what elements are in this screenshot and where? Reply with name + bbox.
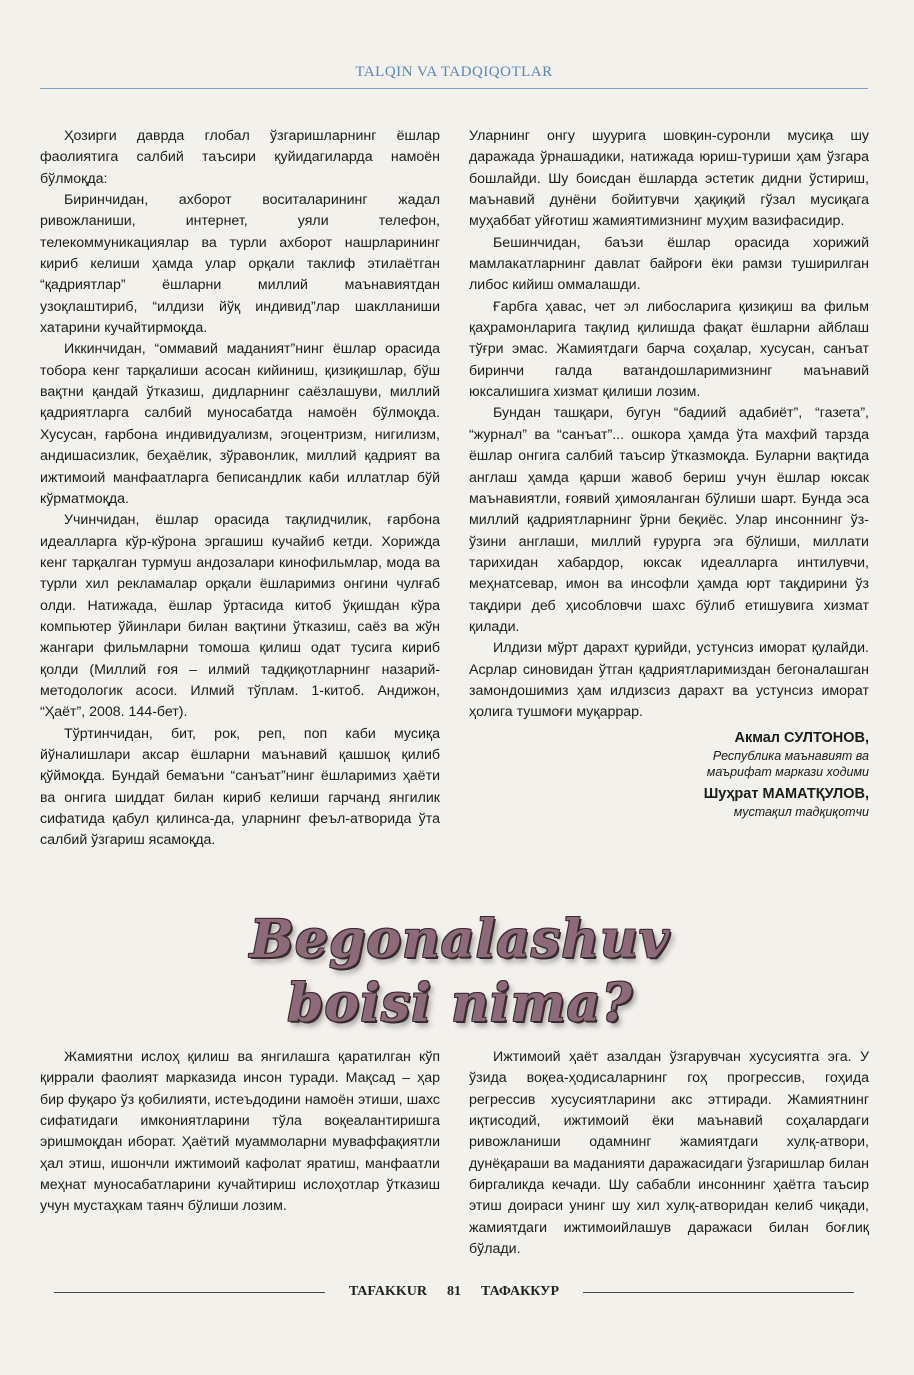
paragraph: Тўртинчидан, бит, рок, реп, поп каби мусиқа йўналишлари аксар ёшларни маънавий қашшоқ қилиб қўймоқда. Бундай бемаъни “санъат”нинг ёшларимиз ҳаёти ва онгига шиддат билан кириб келиши гарчанд янгилик сифатида қабул қилинса-да, уларнинг феъл-атворида ўта салбий ўзгариш ясамоқда.: [40, 725, 440, 849]
page-number: 81: [447, 1284, 462, 1299]
paragraph: Ижтимоий ҳаёт азалдан ўзгарувчан хусусиятга эга. У ўзида воқеа-ҳодисаларнинг гоҳ прогрессив, гоҳида регрессив хусусиятларини акс эттиради. Жамиятнинг иқтисодий, ижтимоий ёки маънавий соҳалардаги ривожланиши одамнинг жамиятдаги хулқ-атвори, дунёқараши ва маданияти даражасидаги ўзгаришлар билан биргаликда кечади. Шу сабабли инсоннинг ҳаётга таъсир этиш доираси унинг шу хил хулқ-атворидан келиб чиқади, жамиятдаги ижтимоийлашув даражаси билан боғлиқ бўлади.: [469, 1049, 869, 1258]
paragraph: Илдизи мўрт дарахт қурийди, устунсиз иморат қулайди. Асрлар синовидан ўтган қадриятларимиздан бегоналашган замондошимиз ҳам илдизсиз дарахт ва устунсиз иморат ҳолига тушмоғи муқаррар.: [469, 640, 869, 721]
author-signature: [469, 728, 869, 820]
footer-rule-left: [54, 1292, 325, 1293]
paragraph: Биринчидан, ахборот воситаларининг жадал ривожланиши, интернет, уяли телефон, телекоммуникациялар ва турли ахборот нашрларининг кириб келиши ҳамда улар орқали таклиф этилаётган “қадриятлар” ёшларни миллий маънавиятдан узоқлаштириб, “илдизи йўқ индивид”лар шаклланиши хатарини кучайтирмоқда.: [40, 192, 440, 337]
footer-magazine-latin: TAFAKKUR: [348, 1284, 428, 1299]
footer-magazine-cyrillic: ТАФАККУР: [481, 1284, 560, 1299]
paragraph: Ғарбга ҳавас, чет эл либосларига қизиқиш ва фильм қаҳрамонларига тақлид қилишда фақат ёшларни айблаш тўғри эмас. Жамиятдаги барча соҳалар, хусусан, санъат биринчи галда ватандошларимизнинг маънавий юксалишига хизмат қилиши лозим.: [469, 298, 869, 401]
article2-title: [180, 908, 740, 1036]
paragraph: Уларнинг онгу шуурига шовқин-суронли мусиқа шу даражада ўрнашадики, натижада юриш-туриши ҳам ўзгара бошлайди. Шу боисдан ёшларда эстетик дидни ўстириш, маънавий дунёни бойитувчи ҳақиқий гўзал мусиқага муҳаббат уйғотиш жамиятимизнинг муҳим вазифасидир.: [469, 128, 869, 230]
page-footer: [40, 1282, 868, 1302]
author-name: Шуҳрат МАМАТҚУЛОВ,: [703, 785, 869, 802]
article1-right-column: [469, 126, 869, 820]
header-rule: [40, 88, 868, 89]
paragraph: Иккинчидан, “оммавий маданият”нинг ёшлар орасида тобора кенг тарқалиши асосан кийиниш, қизиқишлар, бўш вақтни қандай ўтказиш, дидларнинг саёзлашуви, миллий қадриятларга салбий муносабатда намоён бўлмоқда. Хусусан, ғарбона индивидуализм, эгоцентризм, нигилизм, андишасизлик, беҳаёлик, зўравонлик, миллий қадрият ва ижтимоий манфаатларга беписандлик каби иллатлар бўй кўрматмоқда.: [40, 341, 440, 507]
paragraph: Бундан ташқари, бугун “бадиий адабиёт”, “газета”, “журнал” ва “санъат”... ошкора ҳамда ўта махфий тарзда ёшлар онгига салбий таъсир ўтказмоқда. Буларни вақтида англаш ҳамда қарши жавоб бериш учун ёшлар юксак маънавиятли, ғоявий ҳимояланган бўлиши шарт. Бунда эса миллий қадриятларнинг ўрни беқиёс. Улар инсоннинг ўз-ўзини англаши, миллий ғурурга эга бўлиши, миллати тарихидан хабардор, юксак идеалларга интилувчи, меҳнатсевар, имон ва инсофли ҳамда юрт тақдирини ўз тақдири деб ҳисобловчи шахс бўлиб етишувига хизмат қилади.: [469, 405, 869, 635]
author-role: мустақил тадқиқотчи: [733, 804, 869, 819]
paragraph: Жамиятни ислоҳ қилиш ва янгилашга қаратилган кўп қиррали фаолият марказида инсон туради. Мақсад – ҳар бир фуқаро ўз қобилияти, истеъдодини намоён этиши, шахс сифатидаги имкониятларини тўла воқеалантиришга эришмоқдан иборат. Ҳаётий муаммоларни муваффақиятли ҳал этиш, ишончли ижтимоий кафолат яратиш, манфаатли меҳнат муносабатларини кучайтириш ислоҳотлар ўтказиш учун мустаҳкам таянч бўлиши лозим.: [40, 1049, 440, 1215]
footer-rule-right: [583, 1292, 854, 1293]
paragraph: Ҳозирги даврда глобал ўзгаришларнинг ёшлар фаолиятига салбий таъсири қуйидагиларда намоён бўлмоқда:: [40, 128, 440, 187]
paragraph: Учинчидан, ёшлар орасида тақлидчилик, ғарбона идеалларга кўр-кўрона эргашиш кучайиб кетди. Хорижда кенг тарқалган турмуш андозалари кинофильмлар, мода ва турли хил рекламалар орқали ёшларимиз онгини чулғаб олди. Натижада, ёшлар ўртасида китоб ўқишдан кўра компьютер ўйинлари билан вақтини ўтказиш, саёз ва жўн жангари фильмларни томоша қилиш одат тусига кириб қолди (Миллий ғоя – илмий тадқиқотларнинг назарий-методологик асоси. Илмий тўплам. 1-китоб. Андижон, “Ҳаёт”, 2008. 144-бет).: [40, 512, 440, 721]
title-line: Begonalashuv: [249, 909, 671, 970]
title-line: boisi nima?: [287, 973, 633, 1034]
article1-left-column: [40, 126, 440, 852]
author-role: Республика маънавият ва маърифат маркази ходими: [706, 748, 869, 779]
paragraph: Бешинчидан, баъзи ёшлар орасида хорижий мамлакатларнинг давлат байроғи ёки рамзи туширилган либос кийиш оммалашди.: [469, 234, 869, 294]
section-header: TALQIN VA TADQIQOTLAR: [355, 64, 553, 80]
article2-left-column: [40, 1047, 440, 1218]
author-name: Акмал СУЛТОНОВ,: [734, 729, 869, 746]
article2-right-column: [469, 1047, 869, 1260]
